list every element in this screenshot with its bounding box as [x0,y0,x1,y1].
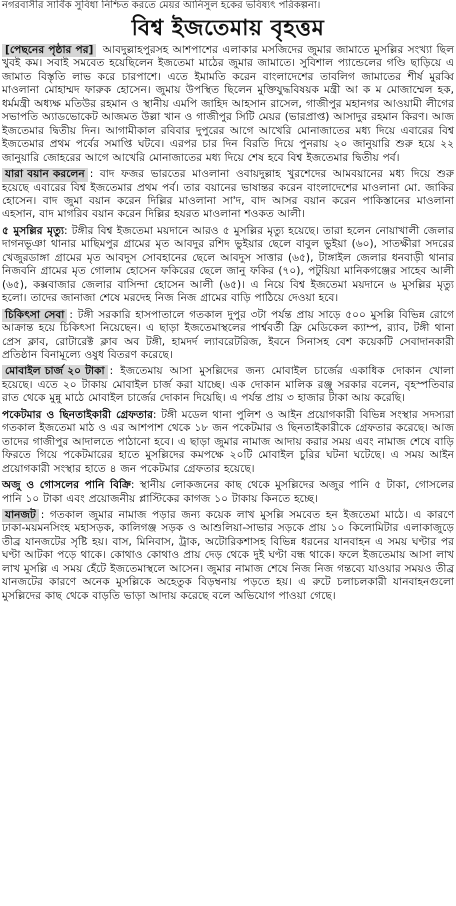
section-text: : টঙ্গীর বিশ্ব ইজতেমা ময়দানে আরও ৫ মুসল্লির মৃত্যু হয়েছে। তারা হলেন নোয়াখালী জেলার দাগনভূঞা থানার মাছিমপুর গ্রামের মৃত আবদুর রশিদ ভুইয়ার ছেলে বাবুল ভুইয়া (৬০), সাতক্ষীরা সদরের খেজুরডাঙ্গা গ্রামের মৃত আবদুস সোবহানের ছেলে আবদুস সাত্তার (৬৫), টাঙ্গাইল জেলার ধনবাড়ী থানার নিজবনি গ্রামের মৃত গোলাম হোসেন ফকিরের ছেলে জানু ফকির (৭০), পটুয়িয়া মানিকগঞ্জের সাহেব আলী (৬৫), কক্সবাজার জেলার বাসিন্দা হোসেন আলী (৬৫)। এ নিয়ে বিশ্ব ইজতেমা ময়দানে ৬ মুসল্লির মৃত্যু হলো। তাদের জানাজা শেষে মরদেহ নিজ নিজ গ্রামের বাড়ি পাঠিয়ে দেওয়া হবে। [2,224,455,305]
section-text: : গতকাল জুমার নামাজ পড়ার জন্য কয়েক লাখ মুসল্লি সমবেত হন ইজতেমা মাঠে। এ কারণে ঢাকা-ময়মনসিংহ মহাসড়ক, কালিগঞ্জ সড়ক ও আশুলিয়া-সাভার সড়কে প্রায় ১০ কিলোমিটার এলাকাজুড়ে তীব্র যানজটের সৃষ্টি হয়। বাস, মিনিবাস, ট্রাক, অটোরিকশাসহ বিভিন্ন ধরনের যানবাহন এ সময় ঘণ্টার পর ঘণ্টা আটকা পড়ে থাকে। কোথাও কোথাও প্রায় দেড় থেকে দুই ঘণ্টা বন্ধ থাকে। ফলে ইজতেমায় আসা লাখ লাখ মুসল্লি এ সময় হেঁটে ইজতেমাস্থলে আসেন। জুমার নামাজ শেষে নিজ নিজ গন্তব্যে যাওয়ার সময়ও তীব্র যানজটের কারণে অনেক মুসল্লিকে অহেতুক বিড়ম্বনায় পড়তে হয়। এ রুটে চলাচলকারী যানবাহনগুলো মুসল্লিদের কাছ থেকে বাড়তি ভাড়া আদায় করেছে বলে অভিযোগ পাওয়া গেছে। [2,508,454,602]
section-arrests [2,409,454,476]
headline: বিশ্ব ইজতেমায় বৃহত্তম [131,16,325,41]
section-label: মোবাইল চার্জ ২০ টাকা [2,365,108,378]
intro-text: আবদুল্লাহপুরসহ আশপাশের এলাকার মসজিদের জুমার জামাতে মুসল্লির সংখ্যা ছিল খুবই কম। সবাই সমবেত হয়েছিলেন ইজতেমা মাঠের জুমার জামাতে। সুবিশাল প্যান্ডেলের গণ্ডি ছাড়িয়ে এ জামাত বিস্তৃতি লাভ করে চারপাশে। এতে ইমামতি করেন বাংলাদেশের তাবলিগ জামাতের শীর্ষ মুরব্বি মাওলানা মোহাম্মদ ফারুক হোসেন। জুমায় উপস্থিত ছিলেন মুক্তিযুদ্ধবিষয়ক মন্ত্রী আ ক ম মোজাম্মেল হক, ধর্মমন্ত্রী অধ্যক্ষ মতিউর রহমান ও স্থানীয় এমপি জাহিদ আহসান রাসেল, গাজীপুর মহানগর আওয়ামী লীগের সভাপতি অ্যাডভোকেট আজমত উল্লা খান ও গাজীপুর সিটি মেয়র (ভারপ্রাপ্ত) আসাদুর রহমান কিরণ। আজ ইজতেমার দ্বিতীয় দিন। আগামীকাল রবিবার দুপুরের আগে আখেরি মোনাজাতের মধ্য দিয়ে এবারের বিশ্ব ইজতেমার প্রথম পর্বের সমাপ্তি ঘটবে। এরপর চার দিন বিরতি দিয়ে পুনরায় ২০ জানুয়ারি শুরু হয়ে ২২ জানুয়ারি জোহরের আগে আখেরি মোনাজাতের মধ্য দিয়ে শেষ হবে বিশ্ব ইজতেমার দ্বিতীয় পর্ব। [2,44,454,164]
intro-paragraph [2,44,454,165]
section-text: : টঙ্গী মডেল থানা পুলিশ ও আইন প্রয়োগকারী বিভিন্ন সংস্থার সদস্যরা গতকাল ইজতেমা মাঠ ও এর আশপাশ থেকে ১৮ জন পকেটমার ও ছিনতাইকারীকে গ্রেফতার করেছে। আজ তাদের গাজীপুর আদালতে পাঠানো হবে। এ ছাড়া জুমার নামাজ আদায় করার সময় এবং নামাজ শেষে বাড়ি ফিরতে গিয়ে পকেটমারের হাতে মুসল্লিদের কমপক্ষে ২০টি মোবাইল চুরির ঘটনা ঘটেছে। এ সময় আইন প্রয়োগকারী সংস্থার হাতে ৪ জন পকেটমার গ্রেফতার হয়েছে। [2,408,455,475]
section-water-sale [2,479,454,506]
continuation-label: [পেছনের পৃষ্ঠার পর] [2,44,96,57]
section-medical [2,309,454,363]
section-deaths [2,225,454,306]
section-label: ৫ মুসল্লির মৃত্যু [2,224,65,237]
section-traffic [2,509,454,603]
section-text: : ইজতেমায় আসা মুসল্লিদের জন্য মোবাইল চার্জের একাধিক দোকান খোলা হয়েছে। এতে ২০ টাকায় মোবাইল চার্জ করা যাচ্ছে। এক দোকান মালিক রঞ্জু সরকার বলেন, বৃহস্পতিবার রাত থেকে মুন্নু মাঠে মোবাইল চার্জের দোকান দিয়েছি। এ পর্যন্ত প্রায় ৩ হাজার টাকা আয় করেছি। [2,365,454,405]
section-text: : বাদ ফজর ভারতের মাওলানা ওবায়দুল্লাহ খুরশেদের আমবয়ানের মধ্য দিয়ে শুরু হয়েছে এবারের বিশ্ব ইজতেমার প্রথম পর্ব। তার বয়ানের ভাষান্তর করেন বাংলাদেশের মাওলানা মো. জাকির হোসেন। বাদ জুমা বয়ান করেন দিল্লির মাওলানা সা'দ, বাদ আসর বয়ান করেন পাকিস্তানের মাওলানা এহসান, বাদ মাগরিব বয়ান করেন দিল্লির হযরত মাওলানা শওকত আলী। [2,168,454,221]
section-label: যারা বয়ান করলেন [2,168,88,181]
section-mobile-charge [2,365,454,405]
section-speakers [2,168,454,222]
section-text: : স্থানীয় লোকজনের কাছ থেকে মুসল্লিদের অজুর পানি ৫ টাকা, গোসলের পানি ১০ টাকা এবং প্রয়োজনীয় প্লাস্টিকের কাগজ ১০ টাকায় কিনতে হচ্ছে। [2,479,454,505]
section-label: অজু ও গোসলের পানি বিক্রি [2,479,131,492]
top-strip: নগরবাসীর সার্বিক সুবিধা নিশ্চিত করতে মেয়র আনিসুল হকের ভবিষ্যৎ পরিকল্পনা। [2,0,321,11]
article-body [0,44,456,603]
section-label: যানজট [2,509,39,522]
section-label: পকেটমার ও ছিনতাইকারী গ্রেফতার [2,408,153,421]
section-label: চিকিৎসা সেবা [2,309,67,322]
section-text: : টঙ্গী সরকারি হাসপাতালে গতকাল দুপুর ৩টা পর্যন্ত প্রায় সাড়ে ৫০০ মুসল্লি বিভিন্ন রোগে আক্রান্ত হয়ে চিকিৎসা নিয়েছেন। এ ছাড়া ইজতেমাস্থলের পার্শ্ববর্তী ফ্রি মেডিকেল ক্যাম্প, র‍্যাব, টঙ্গী থানা প্রেস ক্লাব, রোটারেক্ট ক্লাব অব টঙ্গী, হামদর্দ ল্যাবরেটরিজ, ইবনে সিনাসহ বেশ কয়েকটি সেবাদানকারী প্রতিষ্ঠান বিনামূল্যে ওষুধ বিতরণ করেছে। [2,308,454,361]
